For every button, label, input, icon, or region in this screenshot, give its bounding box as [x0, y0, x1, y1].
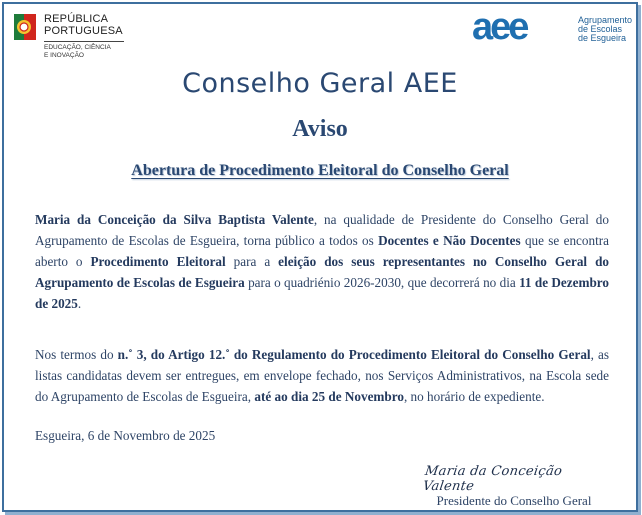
regulation-reference: n.˚ 3, do Artigo 12.˚ do Regulamento do Procedimento Eleitoral do Conselho Geral [117, 347, 591, 362]
election-date: 11 de Dezembro de 2025 [35, 275, 610, 311]
p1-text-4: para o quadriénio 2026-2030, que decorrerá no dia [244, 275, 520, 290]
school-line-2: de Escolas [578, 24, 623, 34]
president-name: Maria da Conceição da Silva Baptista Valente [35, 212, 314, 227]
republic-line-1: REPÚBLICA [44, 13, 109, 25]
p1-text-5: . [77, 296, 82, 311]
school-logo-mark: aee [472, 6, 527, 48]
p2-text-2: , as listas candidatas devem ser entregues, em envelope fechado, nos Serviços Administrativos, na Escola sede do Agrupamento de Escolas de Esgueira, [35, 347, 609, 404]
p1-text-2: que se encontra aberto o [35, 233, 609, 269]
school-line-3: de Esgueira [578, 33, 627, 43]
date-line: Esgueira, 6 de Novembro de 2025 [35, 428, 216, 443]
signatory-role: Presidente do Conselho Geral [436, 493, 592, 508]
logo-divider [44, 41, 124, 42]
notice-heading: Aviso [292, 116, 348, 142]
notice-subtitle: Abertura de Procedimento Eleitoral do Conselho Geral [131, 162, 509, 179]
p2-text-1: Nos termos do [35, 347, 118, 362]
republica-name [44, 13, 123, 37]
ministry-line-1: EDUCAÇÃO, CIÊNCIA [44, 44, 111, 51]
submission-deadline: até ao dia 25 de Novembro [254, 389, 404, 404]
paragraph-submission [35, 344, 609, 407]
p2-text-3: , no horário de expediente. [403, 389, 545, 404]
notice-frame [2, 2, 638, 512]
school-logo [472, 6, 633, 48]
ministry-name [44, 44, 144, 60]
republic-line-2: PORTUGUESA [44, 25, 123, 37]
republica-logo [14, 12, 144, 67]
voter-groups: Docentes e Não Docentes [378, 233, 521, 248]
portuguese-emblem-icon [14, 12, 38, 42]
election-purpose: eleição dos seus representantes no Conselho Geral do Agrupamento de Escolas de Esgueira [35, 254, 609, 290]
council-title: Conselho Geral AEE [182, 68, 458, 99]
handwritten-signature: Maria da Conceição Valente [421, 464, 564, 494]
school-line-1: Agrupamento [578, 15, 633, 25]
paragraph-announcement [35, 209, 609, 314]
school-logo-text [578, 16, 638, 43]
procedure-name: Procedimento Eleitoral [90, 254, 226, 269]
p1-text-1: , na qualidade de Presidente do Conselho Geral do Agrupamento de Escolas de Esgueira, torna público a todos os [35, 212, 609, 248]
p1-text-3: para a [225, 254, 279, 269]
ministry-line-2: E INOVAÇÃO [44, 52, 84, 59]
